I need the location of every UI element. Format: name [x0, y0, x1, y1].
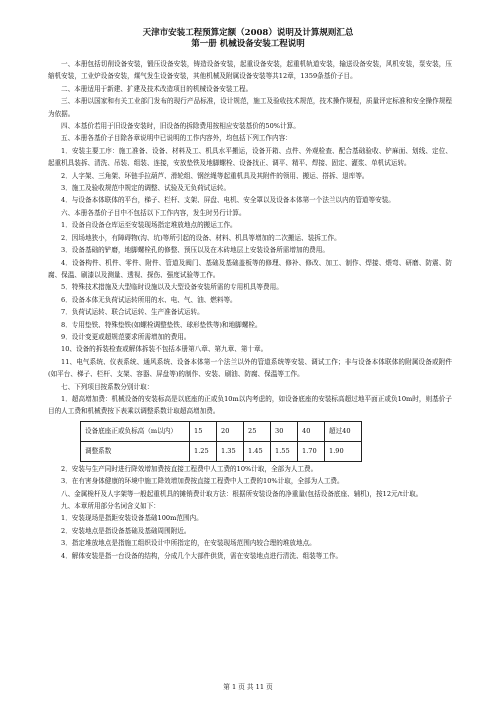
table-cell: 1.25 [190, 441, 217, 461]
paragraph: 3．施工及验收规范中规定的调整、试验及无负荷试运转。 [61, 184, 231, 193]
paragraph: 三、本册以国家和有关工业部门发布的现行产品标准，设计规范，施工及验收技术规范，技术操作规程，质量评定标准和安全操作规程为依据。 [48, 97, 452, 118]
table-cell: 1.55 [271, 441, 298, 461]
paragraph: 1．设备自设备仓库运至安装现场指定堆放地点的搬运工作。 [61, 221, 237, 230]
paragraph: 七、下列项目按系数分别计取： [61, 382, 154, 391]
paragraph: 2．安装与生产同时进行降效增加费按直接工程费中人工费的10%计取，全部为人工费。 [61, 464, 318, 473]
document-title: 天津市安装工程预算定额（2008）说明及计算规则汇总 [142, 28, 354, 38]
table-cell: 20 [217, 421, 244, 441]
table-cell: 15 [190, 421, 217, 441]
paragraph: 9．设计变更或超规范要求所需增加的费用。 [61, 332, 191, 341]
paragraph: 4．解体安装是指一台设备的结构，分成几个大部件供货，需在安装地点进行清洗、组装等工作。 [61, 551, 343, 560]
paragraph: 4．设备构件、机件、零件、附件、管道及阀门、基础及基础盖板等的修理、修补、修改、加工、制作、焊接、煨弯、研磨、防震、防腐、保温、刷漆以及测量、透视、探伤、强度试验等工作。 [48, 258, 452, 279]
page-number: 第 1 页 共 11 页 [223, 683, 273, 691]
height-coefficient-table [80, 421, 362, 462]
table-header-cell: 设备底座正或负标高（m以内） [81, 421, 190, 441]
paragraph: 3．在有害身体健康的环境中施工降效增加费按直接工程费中人工费的10%计取，全部为人工费。 [61, 477, 344, 486]
table-cell: 1.70 [298, 441, 325, 461]
paragraph: 八、金属桅杆及人字架等一般起重机具的摊销费计取方法：根据所安装设备的净重量(包括设备底座、辅机)，按12元/t计取。 [61, 489, 423, 498]
table-cell: 1.90 [325, 441, 362, 461]
table-row [81, 421, 362, 441]
paragraph: 1．安装现场是指距安装设备基础100m范围内。 [61, 514, 203, 523]
paragraph: 11、电气系统、仪表系统、通风系统、设备本体第一个法兰以外的管道系统等安装、调试工作；非与设备本体联体的附属设备或附件(如平台、梯子、栏杆、支架、容器、屏盘等)的制作、安装、刷油、防腐、保温等工作。 [48, 357, 452, 379]
table-cell: 1.45 [244, 441, 271, 461]
table-cell: 30 [271, 421, 298, 441]
table-cell: 40 [298, 421, 325, 441]
paragraph: 二、本册适用于新建、扩建及技术改造项目的机械设备安装工程。 [61, 84, 253, 93]
paragraph: 一、本册包括切削设备安装，锻压设备安装，铸造设备安装，起重设备安装，起重机轨道安装，输送设备安装，风机安装，泵安装，压缩机安装，工业炉设备安装，煤气发生设备安装，其他机械及附属设备安装等共12章，1359条基价子目。 [48, 60, 452, 81]
paragraph: 10、设备的拆装检查或解体拆装不包括本册第八章、第九章、第十章。 [61, 345, 268, 354]
paragraph: 3．指定堆放地点是指施工组织设计中所指定的，在安装现场范围内较合理的堆放地点。 [61, 539, 316, 548]
document-body [48, 58, 452, 562]
table-header-cell: 调整系数 [81, 441, 190, 461]
paragraph: 1．超高增加费：机械设备的安装标高是以底座的正或负10m以内考虑的，如设备底座的安装标高超过地平面正或负10m时，则基价子目的人工费和机械费按下表乘以调整系数计取超高增加费。 [48, 394, 452, 416]
paragraph: 8．专用垫铁、特殊垫铁(如螺栓调整垫铁、球形垫铁等)和地脚螺栓。 [61, 320, 262, 329]
paragraph: 四、本基价若用于旧设备安装时，旧设备的拆除费用按相应安装基价的50%计算。 [61, 122, 300, 131]
paragraph: 4．与设备本体联体的平台，梯子、栏杆、支架、屏盘、电机、安全罩以及设备本体第一个法兰以内的管道等安装。 [61, 196, 395, 205]
paragraph: 2．因场地狭小，有障碍物(沟、坑)等所引起的设备、材料、机具等增加的二次搬运、装拆工作。 [61, 233, 341, 242]
paragraph: 5．特殊技术措施及大型临时设施以及大型设备安装所需的专用机具等费用。 [61, 283, 283, 292]
paragraph: 1．安装主要工序：施工准备、设备、材料及工、机具水平搬运，设备开箱、点件、外观检查、配合基础验收、铲麻面、划线、定位、起重机具装拆、清洗、吊装、组装、连接，安放垫铁及地脚螺栓、设备找正、调平、精平、焊接、固定、灌浆、单机试运转。 [48, 146, 452, 168]
paragraph: 2．人字架、三角架、环链手拉葫芦、滑轮组、钢丝绳等起重机具及其附件的领用、搬运、搭拆、退库等。 [61, 171, 369, 180]
table-row [81, 441, 362, 461]
paragraph: 2．安装地点是指设备基础及基础周围附近。 [61, 526, 191, 535]
paragraph: 3．设备基础的铲磨，地脚螺栓孔的修整、预压以及在木砖地层上安装设备所需增加的费用。 [61, 246, 329, 255]
table-cell: 25 [244, 421, 271, 441]
paragraph: 7．负荷试运转、联合试运转、生产准备试运转。 [61, 308, 204, 317]
table-cell: 超过40 [325, 421, 362, 441]
table-cell: 1.35 [217, 441, 244, 461]
paragraph: 五、本册各基价子目除各章说明中已说明的工作内容外，均包括下列工作内容： [61, 134, 292, 143]
paragraph: 6．设备本体无负荷试运转所用的水、电、气、油、燃料等。 [61, 295, 237, 304]
chapter-subtitle: 第一册 机械设备安装工程说明 [191, 39, 305, 49]
paragraph: 六、本册各基价子目中不包括以下工作内容，发生时另行计算。 [61, 208, 246, 217]
paragraph: 九、本章所用部分名词含义如下： [61, 502, 160, 510]
